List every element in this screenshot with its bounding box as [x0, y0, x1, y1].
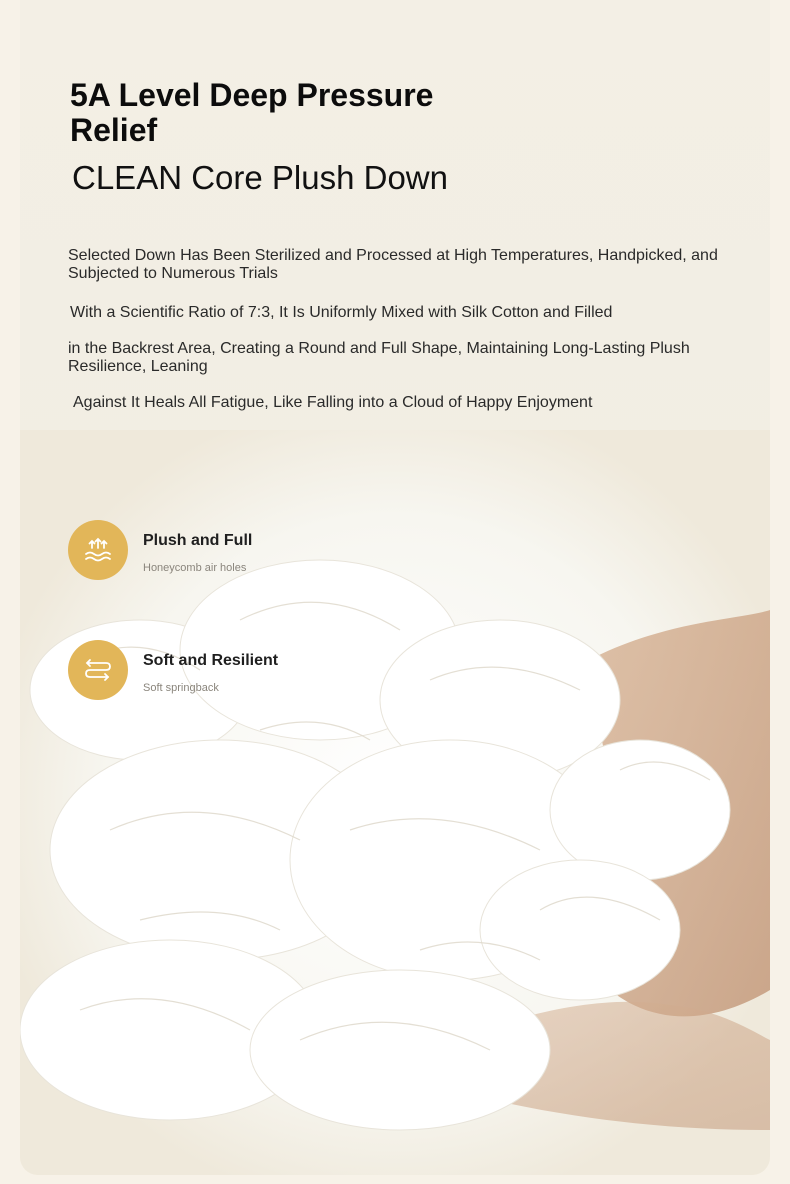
paragraph-2: With a Scientific Ratio of 7:3, It Is Uniformly Mixed with Silk Cotton and Filled: [70, 304, 613, 321]
feature-title: Plush and Full: [143, 532, 253, 549]
subheading: CLEAN Core Plush Down: [72, 159, 448, 196]
spring-coil-icon: [82, 654, 114, 686]
paragraph-4: Against It Heals All Fatigue, Like Falling into a Cloud of Happy Enjoyment: [73, 394, 593, 411]
paragraph-3: in the Backrest Area, Creating a Round and Full Shape, Maintaining Long-Lasting Plush Resilience, Leaning: [68, 340, 690, 375]
feature-icon-badge: [68, 520, 128, 580]
product-detail-card: [20, 0, 770, 1175]
feathers-image: [20, 430, 770, 1175]
headline: 5A Level Deep Pressure Relief: [70, 77, 434, 148]
feature-subtitle: Soft springback: [143, 682, 219, 694]
feature-subtitle: Honeycomb air holes: [143, 562, 247, 574]
feature-icon-badge: [68, 640, 128, 700]
paragraph-1: Selected Down Has Been Sterilized and Processed at High Temperatures, Handpicked, and Subjected to Numerous Trials: [68, 247, 718, 282]
feature-title: Soft and Resilient: [143, 652, 279, 669]
waves-up-arrows-icon: [82, 534, 114, 566]
